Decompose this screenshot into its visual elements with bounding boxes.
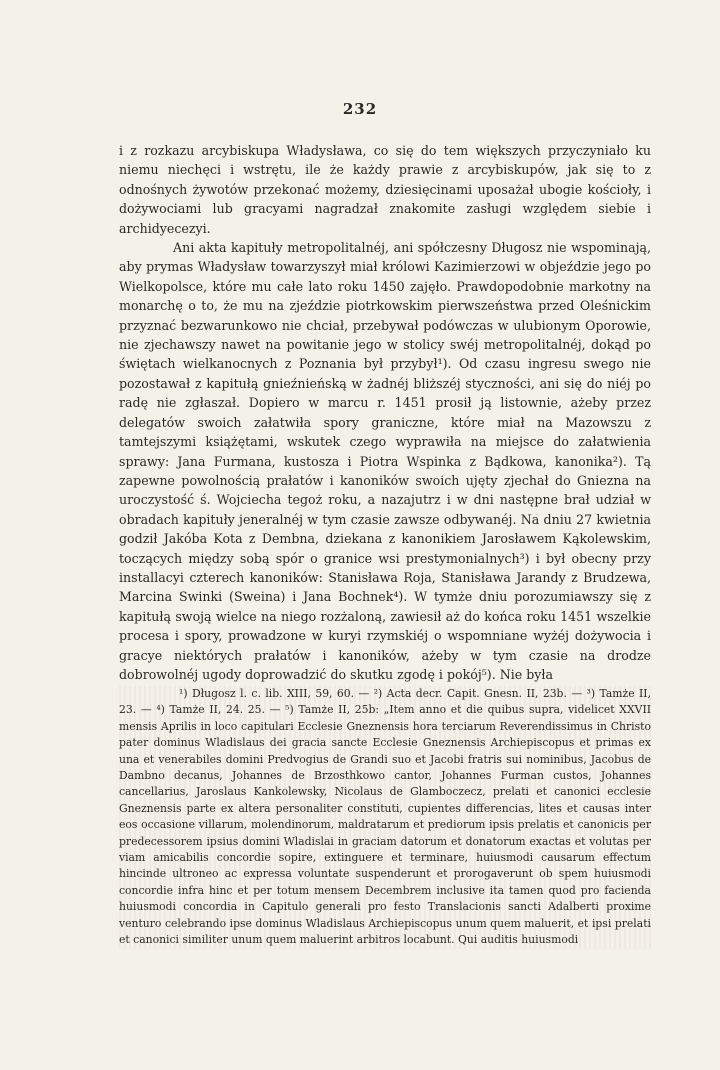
main-text xyxy=(119,141,651,684)
footnotes xyxy=(119,686,651,949)
paragraph: Ani akta kapituły metropolitalnéj, ani spółczesny Długosz nie wspominają, aby prymas Władysław towarzyszył miał królowi Kazimierzowi w objeździe jego po Wielkopolsce, które mu całe lato roku 1450 zajęło. Prawdopodobnie markotny na monarchę o to, że mu na zjeździe piotrkowskim pierwszeństwa przed Oleśnickim przyznać bezwarunkowo nie chciał, przebywał podówczas w ulubionym Oporowie, nie zjechawszy nawet na powitanie jego w stolicy swéj metropolitalnéj, dokąd po świętach wielkanocnych z Poznania był przybył¹). Od czasu ingresu swego nie pozostawał z kapitułą gnieźnieńską w żadnéj bliższéj styczności, ani się do niéj po radę nie zgłaszał. Dopiero w marcu r. 1451 prosił ją listownie, ażeby przez delegatów swoich załatwiła spory graniczne, które miał na Mazowszu z tamtejszymi książętami, wskutek czego wyprawiła na miejsce do załatwienia sprawy: Jana Furmana, kustosza i Piotra Wspinka z Bądkowa, kanonika²). Tą zapewne powolnością prałatów i kanoników swoich ujęty zjechał do Gniezna na uroczystość ś. Wojciecha tegoż roku, a nazajutrz i w dni następne brał udział w obradach kapituły jeneralnéj w tym czasie zawsze odbywanéj. Na dniu 27 kwietnia godził Jakóba Kota z Dembna, dziekana z kanonikiem Jarosławem Kąkolewskim, toczących między sobą spór o granice wsi prestymonialnych³) i był obecny przy installacyi czterech kanoników: Stanisława Roja, Stanisława Jarandy z Brudzewa, Marcina Swinki (Sweina) i Jana Bochnek⁴). W tymże dniu porozumiawszy się z kapitułą swoją wielce na niego rozżaloną, zawiesił aż do końca roku 1451 wszelkie procesa i spory, prowadzone w kuryi rzymskiéj o wspomniane wyżéj dożywocia i gracye niektórych prałatów i kanoników, ażeby w tym czasie na drodze dobrowolnéj ugody doprowadzić do skutku zgodę i pokój⁵). Nie była xyxy=(119,240,651,682)
page-number: 232 xyxy=(342,100,378,118)
footnote-text: ¹) Długosz l. c. lib. XIII, 59, 60. — ²) Acta decr. Capit. Gnesn. II, 23b. — ³) Tamże II, 23. — ⁴) Tamże II, 24. 25. — ⁵) Tamże II, 25b: „Item anno et die quibus supra, videlicet XXVII mensis Aprilis in loco capitulari Ecclesie Gneznensis hora terciarum Reverendissimus in Christo pater dominus Wladislaus dei gracia sancte Ecclesie Gneznensis Archiepiscopus et primas ex una et venerabiles domini Predvogius de Grandi suo et Jacobi fratris sui nominibus, Jacobus de Dambno decanus, Johannes de Brzosthkowo cantor, Johannes Furman custos, Johannes cancellarius, Jaroslaus Kankolewsky, Nicolaus de Glamboczecz, prelati et canonici ecclesie Gneznensis parte ex altera personaliter constituti, cupientes differencias, lites et causas inter eos occasione villarum, molendinorum, maldratarum et prediorum ipsis prelatis et canonicis per predecessorem ipsius domini Wladislai in graciam datorum et donatorum exactas et volutas per viam amicabilis concordie sopire, extinguere et terminare, huiusmodi causarum effectum hincinde ultroneo ac expressa voluntate suspenderunt et prorogaverunt ob spem huiusmodi concordie infra hinc et per totum mensem Decembrem inclusive ita tamen quod pro facienda huiusmodi concordia in Capitulo generali pro festo Translacionis sancti Adalberti proxime venturo celebrando ipse dominus Wladislaus Archiepiscopus unum quem maluerit, et ipsi prelati et canonici similiter unum quem maluerint arbitros locabunt. Qui auditis huiusmodi xyxy=(119,686,651,949)
paragraph: i z rozkazu arcybiskupa Władysława, co się do tem większych przyczyniało ku niemu niechęci i wstrętu, ile że każdy prawie z arcybiskupów, jak się to z odnośnych żywotów przekonać możemy, dziesięcinami uposażał ubogie kościoły, i dożywociami lub gracyami nagradzał znakomite zasługi względem siebie i archidyecezyi. xyxy=(119,143,651,236)
